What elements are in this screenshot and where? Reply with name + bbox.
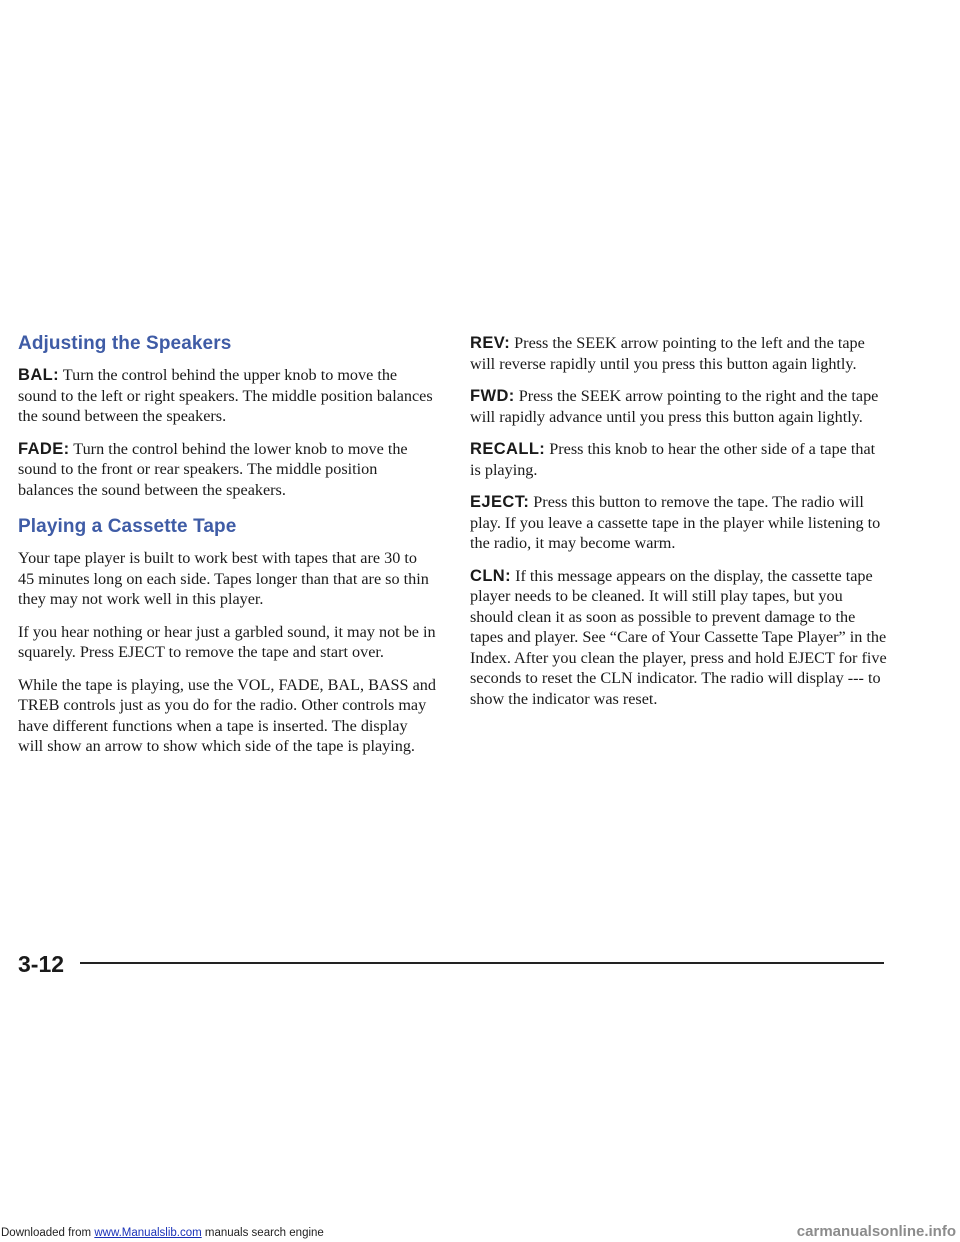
footer-suffix: manuals search engine — [201, 1227, 324, 1239]
page-number: 3-12 — [18, 951, 65, 977]
fade-text: Turn the control behind the lower knob to move the sound to the front or rear speakers. The middle position balances the sound between the speakers. — [18, 439, 408, 499]
rev-text: Press the SEEK arrow pointing to the left and the tape will reverse rapidly until you press this button again lightly. — [470, 334, 865, 373]
footer-prefix: Downloaded from — [1, 1227, 95, 1239]
download-footer — [1, 1227, 324, 1239]
eject-text: Press this button to remove the tape. The radio will play. If you leave a cassette tape in the player while listening to the radio, it may become warm. — [470, 493, 881, 552]
controls-paragraph: While the tape is playing, use the VOL, FADE, BAL, BASS and TREB controls just as you do for the radio. Other controls may have different functions when a tape is inserted. The display will show an arrow to show which side of the tape is playing. — [18, 675, 436, 755]
manualslib-link[interactable]: www.Manualslib.com — [94, 1227, 202, 1239]
left-column — [18, 333, 436, 769]
bal-paragraph — [18, 365, 436, 427]
fwd-label: FWD: — [470, 387, 515, 405]
cln-paragraph — [470, 566, 888, 710]
fwd-paragraph — [470, 386, 888, 427]
cln-text: If this message appears on the display, the cassette tape player needs to be cleaned. It will still play tapes, but you should clean it as soon as possible to prevent damage to the tapes and player. See “Care of Your Cassette Tape Player” in the Index. After you clean the player, press and hold EJECT for five seconds to reset the CLN indicator. The radio will display --- to show the indicator was reset. — [470, 566, 887, 708]
page-number-rule — [80, 962, 884, 964]
right-column — [470, 333, 888, 721]
eject-paragraph — [470, 492, 888, 554]
section-heading-cassette: Playing a Cassette Tape — [18, 516, 237, 537]
cln-label: CLN: — [470, 566, 512, 585]
rev-paragraph — [470, 333, 888, 374]
recall-text: Press this knob to hear the other side of a tape that is playing. — [470, 440, 876, 479]
rev-label: REV: — [470, 334, 511, 352]
recall-label: RECALL: — [470, 440, 546, 458]
fwd-text: Press the SEEK arrow pointing to the right and the tape will rapidly advance until you press this button again lightly. — [470, 387, 879, 426]
recall-paragraph — [470, 439, 888, 480]
fade-paragraph — [18, 439, 436, 501]
section-heading-adjusting-speakers: Adjusting the Speakers — [18, 333, 232, 354]
garbled-sound-paragraph: If you hear nothing or hear just a garbled sound, it may not be in squarely. Press EJECT to remove the tape and start over. — [18, 622, 436, 661]
eject-label: EJECT: — [470, 493, 530, 511]
bal-label: BAL: — [18, 366, 60, 384]
watermark-logo: carmanualsonline.info — [796, 1223, 956, 1240]
fade-label: FADE: — [18, 439, 70, 458]
bal-text: Turn the control behind the upper knob to move the sound to the left or right speakers. The middle position balances the sound between the speakers. — [18, 366, 433, 425]
tape-length-paragraph: Your tape player is built to work best with tapes that are 30 to 45 minutes long on each side. Tapes longer than that are so thin they may not work well in this player. — [18, 549, 429, 608]
